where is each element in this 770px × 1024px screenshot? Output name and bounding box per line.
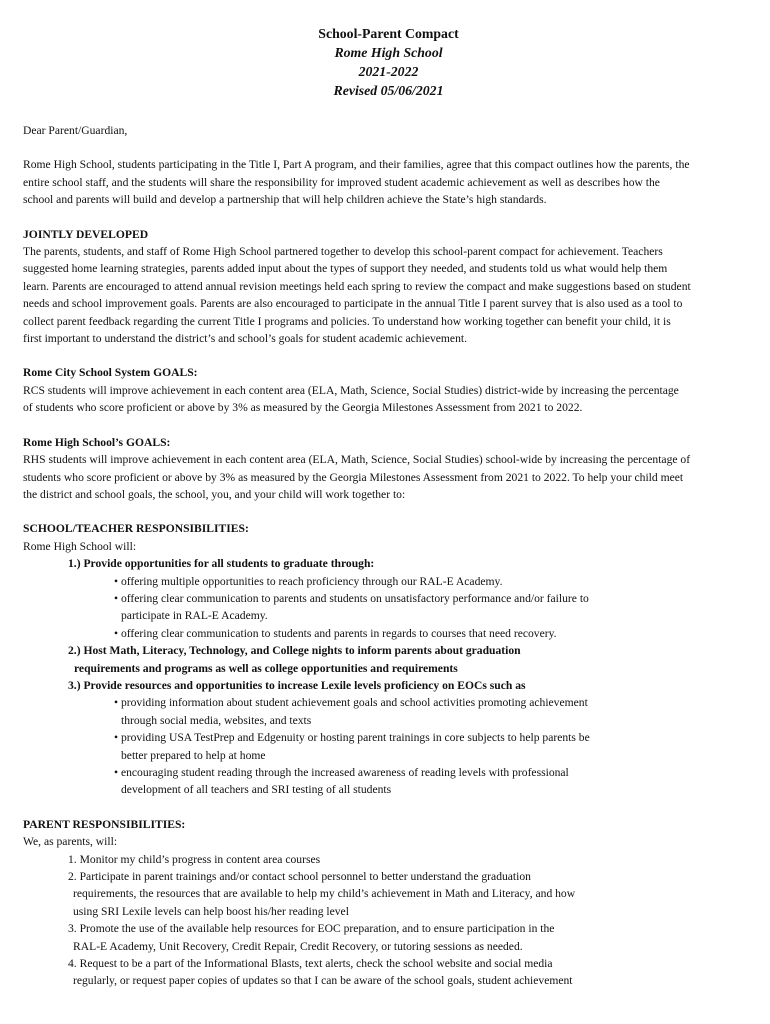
document-title: School-Parent Compact — [318, 26, 459, 41]
list-item: • providing USA TestPrep and Edgenuity or hosting parent trainings in core subjects to help parents be better prepared to help at home — [114, 731, 590, 762]
school-responsibilities-heading: SCHOOL/TEACHER RESPONSIBILITIES: — [23, 522, 249, 536]
parent-responsibilities-list — [68, 851, 748, 990]
text-line: first important to understand the district’s and school’s goals for student academic achievement. — [23, 332, 467, 346]
text-line: needs and school improvement goals. Parents are also encouraged to participate in the annual Title I parent survey that is also used as a tool to — [23, 297, 683, 311]
text-line: of students who score proficient or above by 3% as measured by the Georgia Milestones Assessment from 2021 to 2022. — [23, 401, 583, 415]
text-line: the district and school goals, the school, you, and your child will work together to: — [23, 487, 406, 501]
document-header — [29, 24, 748, 100]
list-item: 3. Promote the use of the available help resources for EOC preparation, and to ensure participation in the RAL-E Academy, Unit Recovery, Credit Repair, Credit Recovery, or tutoring sessions as needed. — [68, 922, 555, 953]
text-line: suggested home learning strategies, parents added input about the types of support they needed, and students told us what would help them — [23, 262, 668, 276]
text-line: entire school staff, and the students will share the responsibility for improved student academic achievement as well as describes how the — [23, 175, 660, 189]
greeting: Dear Parent/Guardian, — [23, 124, 128, 137]
list-item: • providing information about student achievement goals and school activities promoting achievement through social media, websites, and texts — [114, 696, 588, 727]
school-item-2: 2.) Host Math, Literacy, Technology, and College nights to inform parents about graduation requirements and programs as well as college opportunities and requirements — [68, 644, 521, 675]
list-item: • offering clear communication to students and parents in regards to courses that need recovery. — [114, 626, 557, 640]
parent-responsibilities-heading: PARENT RESPONSIBILITIES: — [23, 817, 186, 831]
text-line: collect parent feedback regarding the current Title I programs and policies. To understand how working together can benefit your child, it is — [23, 314, 671, 328]
district-goals-paragraph — [23, 382, 748, 417]
school-goals-paragraph — [23, 451, 748, 503]
list-item: • offering clear communication to parents and students on unsatisfactory performance and/or failure to participate in RAL-E Academy. — [114, 591, 589, 623]
parent-responsibilities-intro: We, as parents, will: — [23, 835, 118, 849]
list-item: • offering multiple opportunities to reach proficiency through our RAL-E Academy. — [114, 574, 503, 588]
school-item-3-title: 3.) Provide resources and opportunities to increase Lexile levels proficiency on EOCs such as — [68, 678, 526, 692]
text-line: learn. Parents are encouraged to attend annual revision meetings held each spring to review the compact and make suggestions based on student — [23, 279, 691, 293]
text-line: students who score proficient or above by 3% as measured by the Georgia Milestones Assessment from 2021 to 2022. To help your child meet — [23, 470, 684, 484]
school-item-1-bullets — [114, 573, 748, 643]
text-line: school and parents will build and develop a partnership that will help children achieve the State’s high standards. — [23, 193, 547, 207]
school-name: Rome High School — [334, 45, 443, 60]
list-item: 2. Participate in parent trainings and/or contact school personnel to better understand the graduation requirements, the resources that are available to help my child’s achievement in Math and Literacy, and how using SRI Lexile levels can help boost his/her reading level — [68, 870, 576, 918]
text-line: RCS students will improve achievement in each content area (ELA, Math, Science, Social Studies) district-wide by increasing the percentage — [23, 383, 679, 397]
school-responsibilities-intro: Rome High School will: — [23, 539, 137, 553]
school-year: 2021-2022 — [358, 64, 419, 79]
school-item-3 — [68, 677, 748, 694]
list-item: 1. Monitor my child’s progress in content area courses — [68, 852, 321, 866]
jointly-developed-paragraph — [23, 243, 748, 347]
list-item: 4. Request to be a part of the Informational Blasts, text alerts, check the school website and social media regularly, or request paper copies of updates so that I can be aware of the school goals, student achievement — [68, 957, 573, 988]
school-item-3-bullets — [114, 694, 748, 798]
intro-paragraph — [23, 156, 748, 208]
text-line: Rome High School, students participating in the Title I, Part A program, and their families, agree that this compact outlines how the parents, the — [23, 158, 690, 172]
text-line: RHS students will improve achievement in each content area (ELA, Math, Science, Social Studies) school-wide by increasing the percentage of — [23, 453, 691, 467]
revision-date: Revised 05/06/2021 — [333, 83, 444, 98]
jointly-developed-heading: JOINTLY DEVELOPED — [23, 227, 149, 241]
school-item-1 — [68, 555, 748, 572]
school-item-1-title: 1.) Provide opportunities for all students to graduate through: — [68, 557, 375, 571]
text-line: The parents, students, and staff of Rome High School partnered together to develop this school-parent compact for achievement. Teachers — [23, 245, 663, 259]
list-item: • encouraging student reading through the increased awareness of reading levels with professional development of all teachers and SRI testing of all students — [114, 766, 569, 797]
district-goals-heading: Rome City School System GOALS: — [23, 366, 198, 380]
school-goals-heading: Rome High School’s GOALS: — [23, 435, 171, 449]
